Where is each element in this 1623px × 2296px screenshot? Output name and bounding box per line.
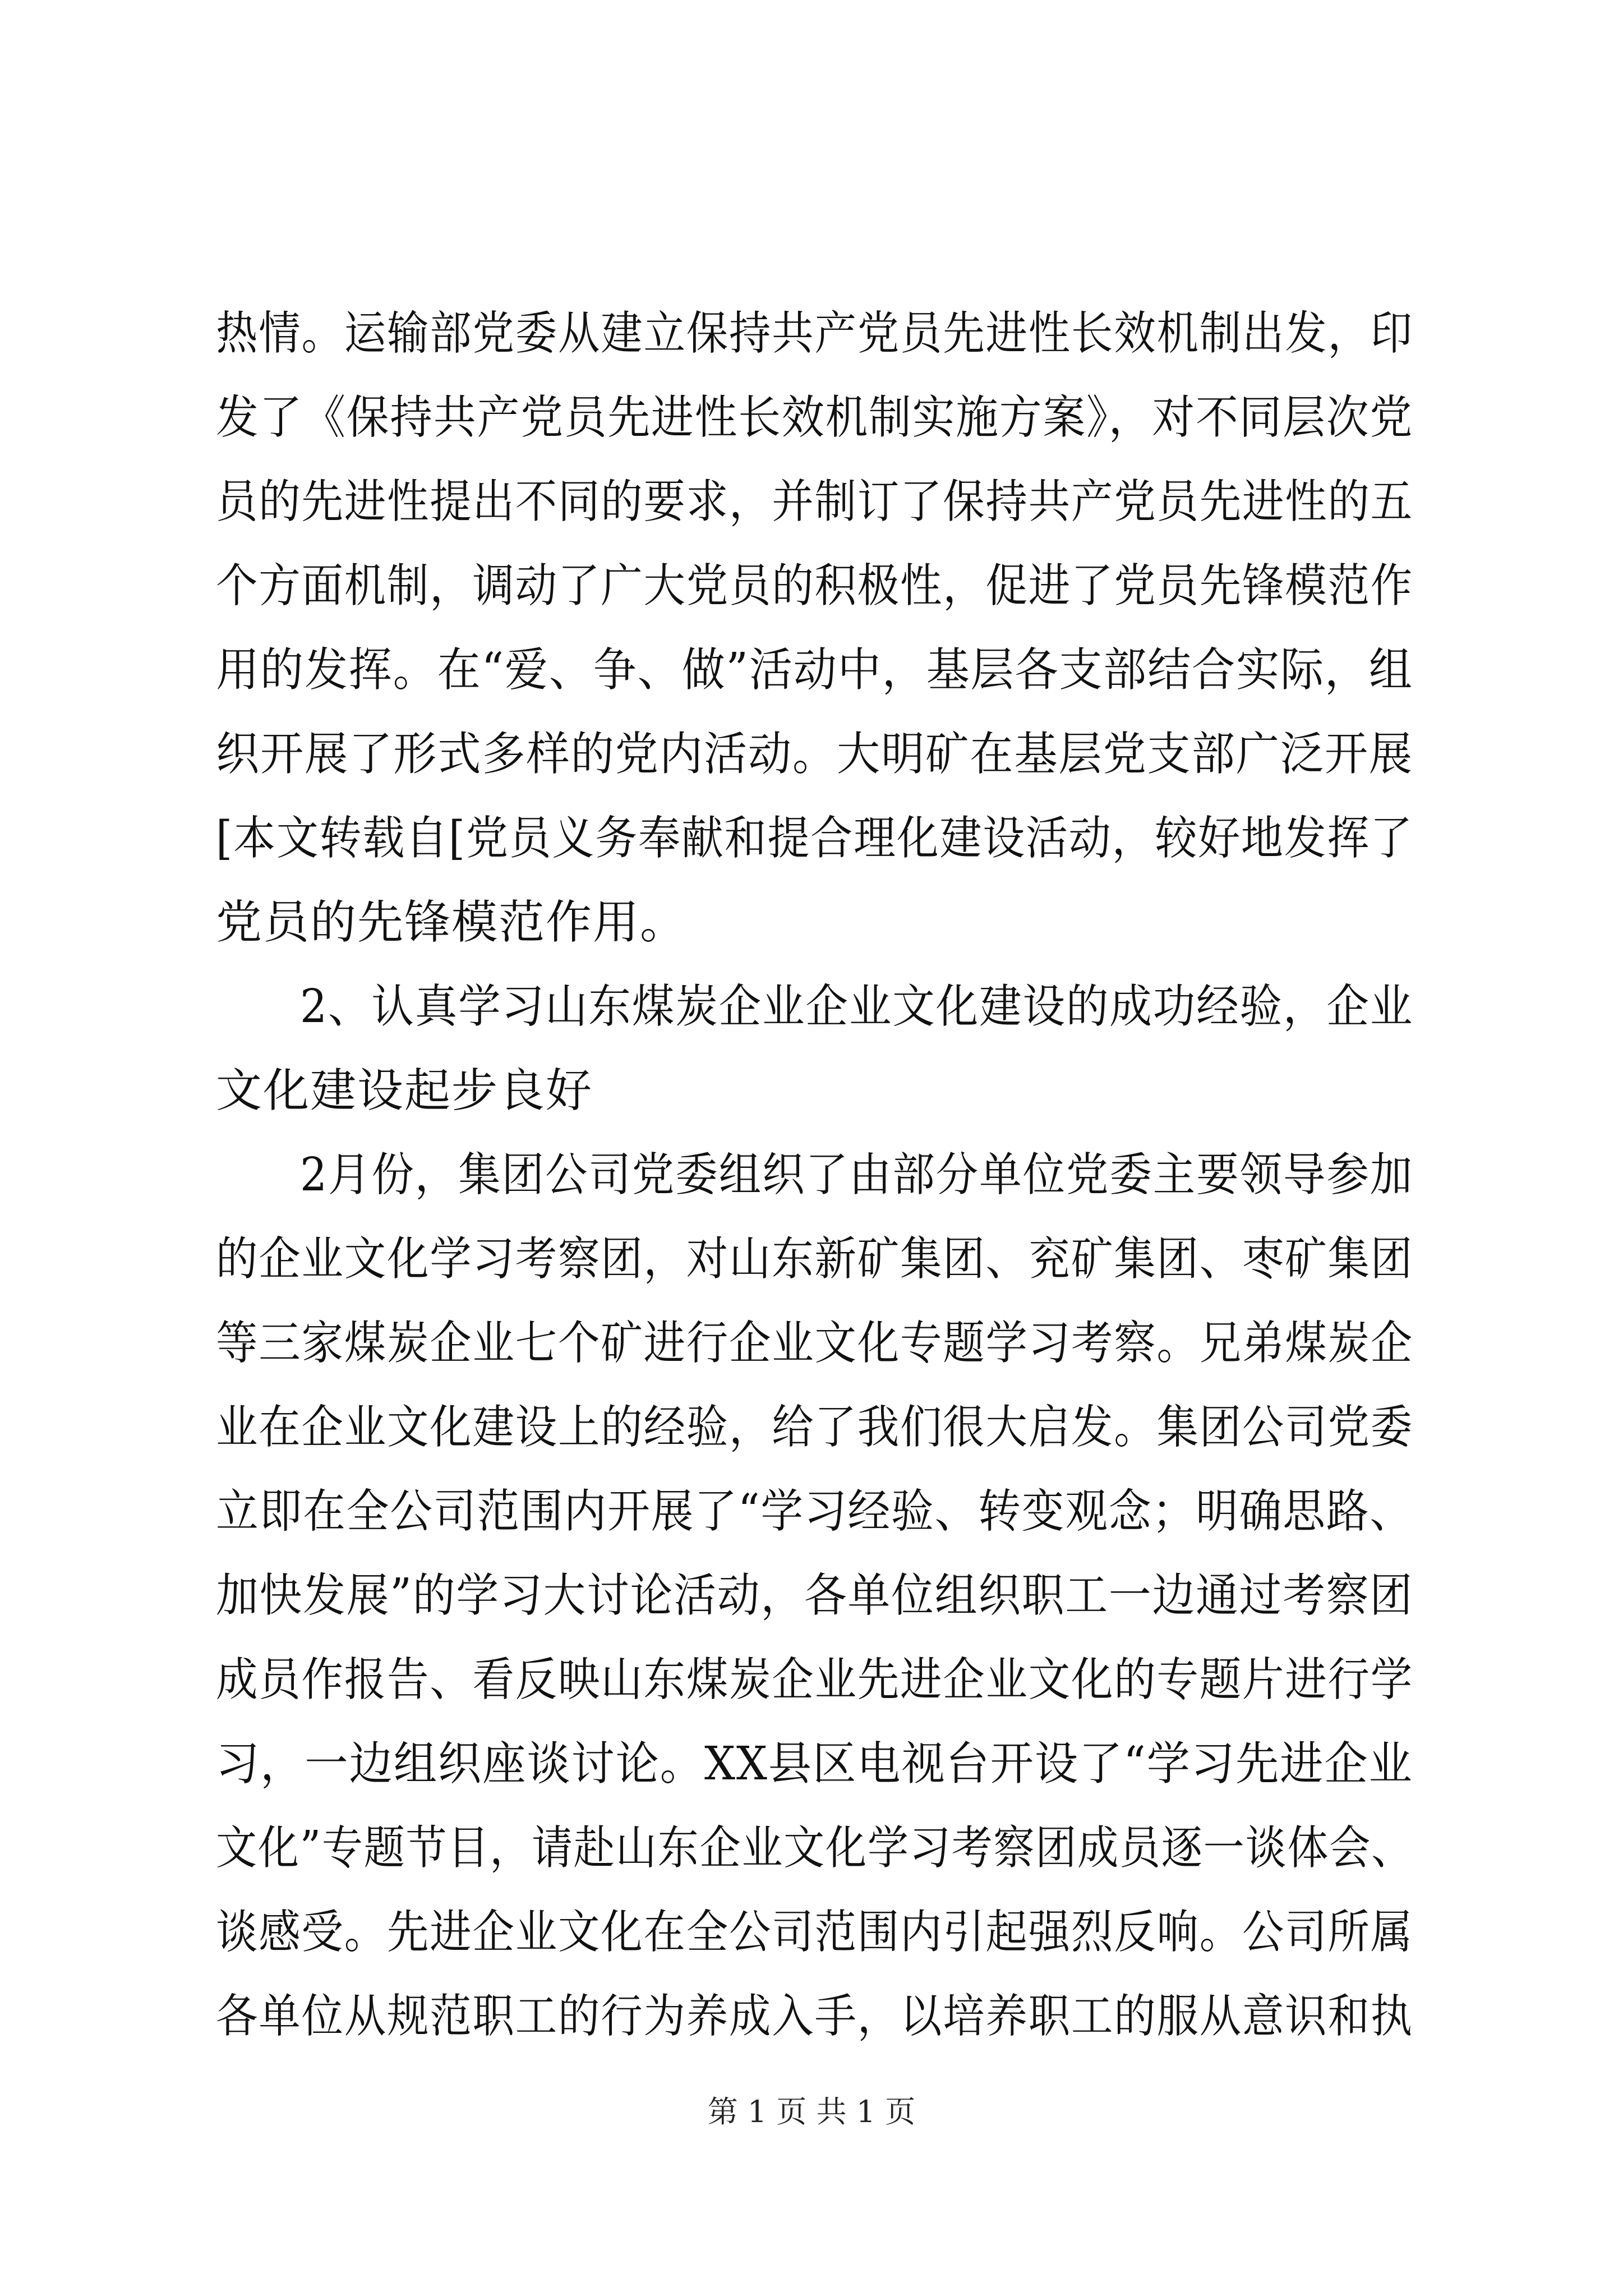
paragraph-line: 各单位从规范职工的行为养成入手，以培养职工的服从意识和执	[216, 1990, 1414, 2043]
section-heading-line: 文化建设起步良好	[216, 1064, 593, 1117]
paragraph-line: 的企业文化学习考察团，对山东新矿集团、兖矿集团、枣矿集团	[216, 1232, 1414, 1286]
paragraph-line: 业在企业文化建设上的经验，给了我们很大启发。集团公司党委	[216, 1401, 1414, 1454]
paragraph-line: 2月份，集团公司党委组织了由部分单位党委主要领导参加	[300, 1148, 1414, 1202]
section-heading-line: 2、认真学习山东煤炭企业企业文化建设的成功经验，企业	[300, 980, 1414, 1033]
paragraph-line: 织开展了形式多样的党内活动。大明矿在基层党支部广泛开展	[216, 728, 1414, 781]
paragraph-line: 谈感受。先进企业文化在全公司范围内引起强烈反响。公司所属	[216, 1906, 1414, 1959]
paragraph-line: 立即在全公司范围内开展了“学习经验、转变观念；明确思路、	[216, 1485, 1413, 1538]
paragraph-line: 党员的先锋模范作用。	[216, 896, 688, 949]
paragraph-line: 员的先进性提出不同的要求，并制订了保持共产党员先进性的五	[216, 475, 1414, 528]
paragraph-line: 用的发挥。在“爱、争、做”活动中，基层各支部结合实际，组	[216, 643, 1413, 697]
paragraph-line: [本文转载自[党员义务奉献和提合理化建设活动，较好地发挥了	[216, 812, 1413, 865]
paragraph-line: 个方面机制，调动了广大党员的积极性，促进了党员先锋模范作	[216, 559, 1414, 613]
paragraph-line: 文化”专题节目，请赴山东企业文化学习考察团成员逐一谈体会、	[216, 1821, 1413, 1875]
page-number-footer: 第 1 页 共 1 页	[707, 2094, 916, 2129]
paragraph-line: 习，一边组织座谈讨论。XX县区电视台开设了“学习先进企业	[216, 1737, 1413, 1791]
paragraph-line: 热情。运输部党委从建立保持共产党员先进性长效机制出发，印	[216, 307, 1414, 360]
paragraph-line: 成员作报告、看反映山东煤炭企业先进企业文化的专题片进行学	[216, 1653, 1414, 1706]
paragraph-line: 发了《保持共产党员先进性长效机制实施方案》，对不同层次党	[216, 391, 1414, 444]
paragraph-line: 加快发展”的学习大讨论活动，各单位组织职工一边通过考察团	[216, 1569, 1413, 1622]
paragraph-line: 等三家煤炭企业七个矿进行企业文化专题学习考察。兄弟煤炭企	[216, 1317, 1414, 1370]
